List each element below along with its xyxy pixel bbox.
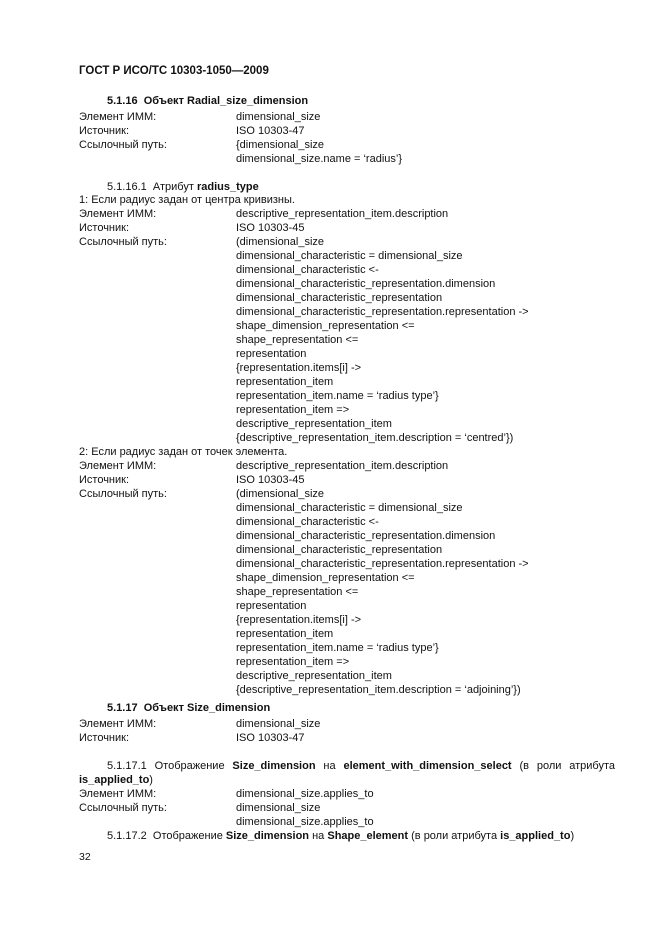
row-value: descriptive_representation_item.description — [236, 460, 449, 472]
entity-name: Radial_size_dimension — [187, 95, 309, 107]
section-number: 5.1.16 — [107, 95, 138, 107]
subsection-number: 5.1.17.1 — [107, 760, 147, 772]
path-line: {representation.items[i] -> — [236, 362, 362, 374]
path-line: {representation.items[i] -> — [236, 614, 362, 626]
row-value: dimensional_size.applies_to — [236, 788, 374, 800]
case-note-2: 2: Если радиус задан от точек элемента. — [79, 446, 288, 458]
path-line: representation_item => — [236, 404, 350, 416]
row-label: Элемент ИММ: — [79, 788, 157, 800]
row-value: dimensional_size — [236, 718, 321, 730]
path-line: representation_item — [236, 628, 334, 640]
row-label: Ссылочный путь: — [79, 139, 167, 151]
path-line: shape_dimension_representation <= — [236, 320, 415, 332]
path-line: dimensional_characteristic <- — [236, 516, 379, 528]
section-word: Объект — [143, 702, 184, 714]
row-value: dimensional_size — [236, 802, 321, 814]
row-label: Источник: — [79, 222, 130, 234]
path-line: dimensional_characteristic_representation — [236, 292, 443, 304]
text-fragment: ) — [149, 774, 153, 786]
row-value: ISO 10303-45 — [236, 222, 305, 234]
section-title-5-1-16 — [107, 94, 308, 108]
subsection-word: Атрибут — [152, 181, 194, 193]
path-line: representation — [236, 348, 307, 360]
path-line: dimensional_characteristic_representation.dimension — [236, 530, 496, 542]
row-value: dimensional_size.applies_to — [236, 816, 374, 828]
path-line: representation_item.name = ‘radius type’} — [236, 390, 439, 402]
subsection-number: 5.1.17.2 — [107, 830, 147, 842]
path-line: representation_item => — [236, 656, 350, 668]
row-label: Ссылочный путь: — [79, 802, 167, 814]
path-line: dimensional_characteristic <- — [236, 264, 379, 276]
path-line: descriptive_representation_item — [236, 670, 392, 682]
path-line: dimensional_characteristic_representation.representation -> — [236, 306, 529, 318]
section-word: Объект — [143, 95, 184, 107]
path-line: dimensional_characteristic = dimensional_size — [236, 502, 463, 514]
attribute-name: is_applied_to — [79, 774, 150, 786]
path-line: dimensional_characteristic_representation.dimension — [236, 278, 496, 290]
text-fragment: на — [323, 760, 336, 772]
subsection-number: 5.1.16.1 — [107, 181, 147, 193]
path-line: shape_representation <= — [236, 586, 359, 598]
document-header: ГОСТ Р ИСО/ТС 10303-1050—2009 — [79, 65, 269, 77]
text-fragment: на — [312, 830, 325, 842]
row-label: Элемент ИММ: — [79, 718, 157, 730]
text-fragment: Отображение — [154, 760, 225, 772]
path-line: (dimensional_size — [236, 488, 325, 500]
subsection-title-5-1-16-1 — [107, 180, 259, 194]
row-label: Источник: — [79, 474, 130, 486]
section-number: 5.1.17 — [107, 702, 138, 714]
path-line: dimensional_characteristic_representation — [236, 544, 443, 556]
path-line: representation_item.name = ‘radius type’} — [236, 642, 439, 654]
entity-name: Shape_element — [327, 830, 409, 842]
row-value: {dimensional_size — [236, 139, 325, 151]
entity-name: Size_dimension — [187, 702, 271, 714]
path-line: {descriptive_representation_item.description = ‘centred’}) — [236, 432, 514, 444]
row-label: Ссылочный путь: — [79, 488, 167, 500]
attribute-name: radius_type — [196, 181, 259, 193]
path-line: representation_item — [236, 376, 334, 388]
row-label: Элемент ИММ: — [79, 208, 157, 220]
path-line: shape_dimension_representation <= — [236, 572, 415, 584]
row-label: Источник: — [79, 125, 130, 137]
select-type-name: element_with_dimension_select — [343, 760, 512, 772]
row-value: dimensional_size — [236, 111, 321, 123]
attribute-name: is_applied_to — [500, 830, 571, 842]
path-line: {descriptive_representation_item.description = ‘adjoining’}) — [236, 684, 521, 696]
row-value: descriptive_representation_item.description — [236, 208, 449, 220]
row-value: ISO 10303-47 — [236, 732, 305, 744]
section-title-5-1-17 — [107, 701, 270, 715]
page-number: 32 — [79, 851, 91, 863]
text-fragment: (в роли атрибута — [519, 760, 616, 772]
row-label: Элемент ИММ: — [79, 460, 157, 472]
text-fragment: Отображение — [152, 830, 223, 842]
path-line: dimensional_characteristic_representation.representation -> — [236, 558, 529, 570]
row-value: dimensional_size.name = ‘radius’} — [236, 153, 403, 165]
path-line: representation — [236, 600, 307, 612]
path-line: dimensional_characteristic = dimensional_size — [236, 250, 463, 262]
entity-name: Size_dimension — [232, 760, 316, 772]
row-value: ISO 10303-47 — [236, 125, 305, 137]
case-note-1: 1: Если радиус задан от центра кривизны. — [79, 194, 295, 206]
row-value: ISO 10303-45 — [236, 474, 305, 486]
text-fragment: (в роли атрибута — [411, 830, 498, 842]
path-line: (dimensional_size — [236, 236, 325, 248]
path-line: descriptive_representation_item — [236, 418, 392, 430]
row-label: Ссылочный путь: — [79, 236, 167, 248]
row-label: Элемент ИММ: — [79, 111, 157, 123]
entity-name: Size_dimension — [225, 830, 310, 842]
subsection-title-5-1-17-1 — [79, 759, 615, 787]
text-fragment: ) — [570, 830, 575, 842]
path-line: shape_representation <= — [236, 334, 359, 346]
row-label: Источник: — [79, 732, 130, 744]
subsection-title-5-1-17-2 — [107, 829, 574, 843]
